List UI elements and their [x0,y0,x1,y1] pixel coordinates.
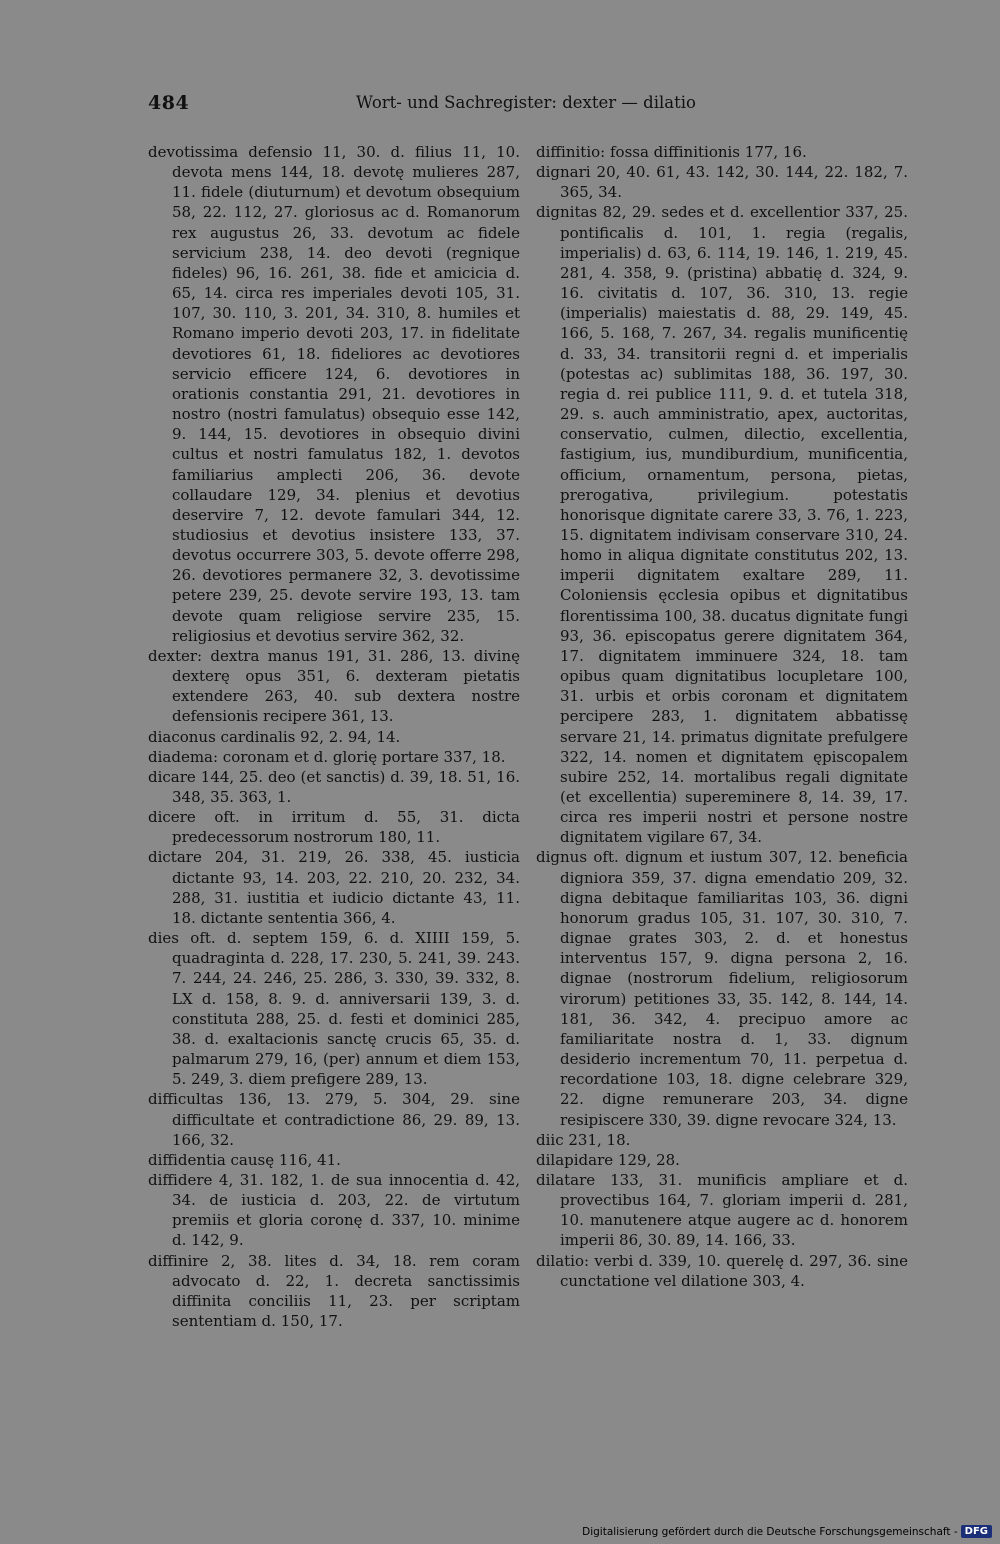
index-entry: diffidentia causę 116, 41. [148,1150,341,1169]
index-entry: dilatare 133, 31. munificis ampliare et d. provectibus 164, 7. gloriam imperii d. 281, 10. manutenere atque augere ac d. honorem imperii 86, 30. 89, 14. 166, 33. [536,1170,908,1250]
index-entry: diffinire 2, 38. lites d. 34, 18. rem coram advocato d. 22, 1. decreta sanctissimis diffinita conciliis 11, 23. per scriptam sententiam d. 150, 17. [148,1251,520,1331]
digitization-credit [582,1525,992,1538]
index-entry: dilapidare 129, 28. [536,1150,680,1169]
index-entry: diffinitio: fossa diffinitionis 177, 16. [536,143,807,161]
index-entry: difficultas 136, 13. 279, 5. 304, 29. sine difficultate et contradictione 86, 29. 89, 13. 166, 32. [148,1090,520,1149]
dfg-logo: DFG [961,1525,992,1538]
page-number: 484 [148,92,190,114]
index-entry: diaconus cardinalis 92, 2. 94, 14. [148,727,401,746]
index-entry: dignus oft. dignum et iustum 307, 12. beneficia digniora 359, 37. digna emendatio 209, 32. digna debitaque familiaritas 103, 36. digni honorum gradus 105, 31. 107, 30. 310, 7. dignae grates 303, 2. d. et honestus interventus 157, 9. digna persona 2, 16. dignae (nostrorum fidelium, religiosorum virorum) petitiones 33, 35. 142, 8. 144, 14. 181, 36. 342, 4. precipuo amore ac familiaritate nostra d. 1, 33. dignum desiderio incrementum 70, 11. perpetua d. recordatione 103, 18. digne celebrare 329, 22. digne remunerare 203, 34. digne resipiscere 330, 39. digne revocare 324, 13. [536,848,908,1129]
index-entry: dexter: dextra manus 191, 31. 286, 13. divinę dexterę opus 351, 6. dexteram pietatis extendere 263, 40. sub dextera nostre defensionis recipere 361, 13. [148,646,520,726]
index-entry: dies oft. d. septem 159, 6. d. XIIII 159, 5. quadraginta d. 228, 17. 230, 5. 241, 39. 243. 7. 244, 24. 246, 25. 286, 3. 330, 39. 332, 8. LX d. 158, 8. 9. d. anniversarii 139, 3. d. constituta 288, 25. d. festi et dominici 285, 38. d. exaltacionis sanctę crucis 65, 35. d. palmarum 279, 16, (per) annum et diem 153, 5. 249, 3. diem prefigere 289, 13. [148,929,520,1089]
credit-text: Digitalisierung gefördert durch die Deutsche Forschungsgemeinschaft - [582,1525,958,1538]
index-entry: dictare 204, 31. 219, 26. 338, 45. iusticia dictante 93, 14. 203, 22. 210, 20. 232, 34. 288, 31. iustitia et iudicio dictante 43, 11. 18. dictante sententia 366, 4. [148,848,520,927]
index-entry: diadema: coronam et d. glorię portare 337, 18. [148,747,506,766]
index-column-left [148,142,520,1331]
index-entry: dignitas 82, 29. sedes et d. excellentior 337, 25. pontificalis d. 101, 1. regia (regalis, imperialis) d. 63, 6. 114, 19. 146, 1. 219, 45. 281, 4. 358, 9. (pristina) abbatię d. 324, 9. 16. civitatis d. 107, 36. 310, 13. regie (imperialis) maiestatis d. 88, 29. 149, 45. 166, 5. 168, 7. 267, 34. regalis munificentię d. 33, 34. transitorii regni d. et imperialis (potestas ac) sublimitas 188, 36. 197, 30. regia d. rei publice 111, 9. d. et tutela 318, 29. s. auch amministratio, apex, auctoritas, conservatio, culmen, dilectio, excellentia, fastigium, ius, mundiburdium, munificentia, officium, ornamentum, persona, pietas, prerogativa, privilegium. potestatis honorisque dignitate carere 33, 3. 76, 1. 223, 15. dignitatem indivisam conservare 310, 24. homo in aliqua dignitate constitutus 202, 13. imperii dignitatem exaltare 289, 11. Coloniensis ęcclesia opibus et dignitatibus florentissima 100, 38. ducatus dignitate fungi 93, 36. episcopatus gerere dignitatem 364, 17. dignitatem imminuere 324, 18. tam opibus quam dignitatibus locupletare 100, 31. urbis et orbis coronam et dignitatem percipere 283, 1. dignitatem abbatissę servare 21, 14. primatus dignitate prefulgere 322, 14. nomen et dignitatem ępiscopalem subire 252, 14. mortalibus regali dignitate (et excellentia) supereminere 8, 14. 39, 17. circa res imperii nostri et persone nostre dignitatem vigilare 67, 34. [536,203,908,847]
index-entry: dignari 20, 40. 61, 43. 142, 30. 144, 22. 182, 7. 365, 34. [536,163,908,202]
index-entry: diic 231, 18. [536,1130,631,1149]
index-entry: dicare 144, 25. deo (et sanctis) d. 39, 18. 51, 16. 348, 35. 363, 1. [148,767,520,806]
index-entry: dilatio: verbi d. 339, 10. querelę d. 297, 36. sine cunctatione vel dilatione 303, 4. [536,1251,908,1290]
running-head: Wort- und Sachregister: dexter — dilatio [356,93,696,112]
index-entry: diffidere 4, 31. 182, 1. de sua innocentia d. 42, 34. de iusticia d. 203, 22. de virtutum premiis et gloria coronę d. 337, 10. minime d. 142, 9. [148,1170,520,1250]
index-entry: devotissima defensio 11, 30. d. filius 11, 10. devota mens 144, 18. devotę mulieres 287, 11. fidele (diuturnum) et devotum obsequium 58, 22. 112, 27. gloriosus ac d. Romanorum rex augustus 26, 33. devotum ac fidele servicium 238, 14. deo devoti (regnique fideles) 96, 16. 261, 38. fide et amicicia d. 65, 14. circa res imperiales devoti 105, 31. 107, 30. 110, 3. 201, 34. 310, 8. humiles et Romano imperio devoti 203, 17. in fidelitate devotiores 61, 18. fideliores ac devotiores servicio efficere 124, 6. devotiores in orationis constantia 291, 21. devotiores in nostro (nostri famulatus) obsequio esse 142, 9. 144, 15. devotiores in obsequio divini cultus et nostri famulatus 182, 1. devotos familiarius amplecti 206, 36. devote collaudare 129, 34. plenius et devotius deservire 7, 12. devote famulari 344, 12. studiosius et devotius insistere 133, 37. devotus occurrere 303, 5. devote offerre 298, 26. devotiores permanere 32, 3. devotissime petere 239, 25. devote servire 193, 13. tam devote quam religiose servire 235, 15. religiosius et devotius servire 362, 32. [148,143,520,645]
page-header [148,92,848,116]
index-entry: dicere oft. in irritum d. 55, 31. dicta predecessorum nostrorum 180, 11. [148,808,520,847]
index-column-right [536,142,908,1291]
